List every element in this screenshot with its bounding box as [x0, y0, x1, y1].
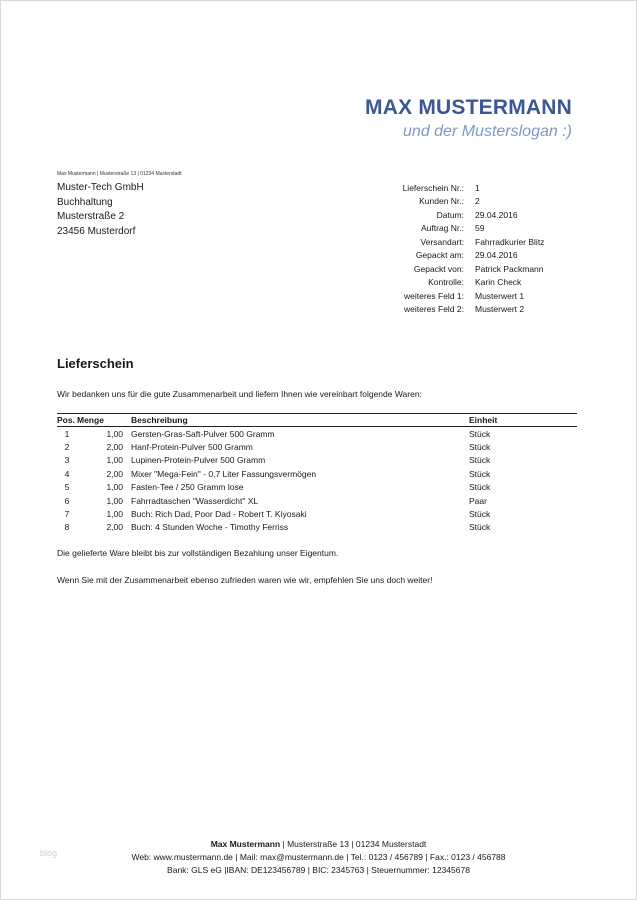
table-row	[57, 440, 577, 453]
cell-unit: Stück	[469, 468, 491, 479]
footer-address: | Musterstraße 13 | 01234 Musterstadt	[280, 839, 427, 849]
meta-value: 2	[475, 196, 480, 207]
cell-unit: Stück	[469, 428, 491, 439]
cell-qty: 1,00	[106, 509, 123, 520]
meta-row	[360, 222, 544, 236]
header-desc: Beschreibung	[131, 414, 469, 427]
cell-desc: Lupinen-Protein-Pulver 500 Gramm	[131, 455, 266, 466]
meta-row	[360, 181, 544, 195]
meta-value: Patrick Packmann	[475, 263, 544, 274]
cell-qty: 2,00	[106, 468, 123, 479]
meta-row	[360, 195, 544, 209]
footer-line-1	[0, 838, 637, 851]
cell-pos: 1	[64, 428, 70, 439]
meta-value: Fahrradkurier Blitz	[475, 236, 545, 247]
meta-label: Gepackt von:	[413, 263, 464, 274]
cell-pos: 6	[64, 495, 70, 506]
cell-desc: Fahrradtaschen "Wasserdicht" XL	[131, 495, 259, 506]
cell-pos: 4	[64, 468, 70, 479]
watermark: blog	[40, 848, 58, 858]
meta-row	[360, 303, 544, 317]
recipient-company: Muster-Tech GmbH	[57, 182, 144, 193]
table-row	[57, 521, 577, 534]
table-row	[57, 467, 577, 480]
footer-line-3: Bank: GLS eG |IBAN: DE123456789 | BIC: 2345763 | Steuernummer: 12345678	[167, 865, 470, 875]
recipient-street: Musterstraße 2	[57, 211, 125, 222]
meta-label: Kunden Nr.:	[419, 196, 464, 207]
cell-qty: 2,00	[106, 442, 123, 453]
meta-value: Musterwert 2	[475, 304, 525, 315]
delivery-meta-block	[360, 181, 544, 316]
meta-label: Datum:	[436, 209, 464, 220]
meta-label: Lieferschein Nr.:	[402, 182, 464, 193]
recipient-city: 23456 Musterdorf	[57, 225, 136, 237]
recipient-department: Buchhaltung	[57, 196, 113, 208]
meta-label: Gepackt am:	[415, 250, 464, 261]
cell-desc: Gersten-Gras-Saft-Pulver 500 Gramm	[131, 428, 275, 439]
header-unit: Einheit	[469, 414, 577, 427]
cell-desc: Mixer "Mega-Fein" - 0,7 Liter Fassungsvermögen	[131, 468, 317, 479]
meta-value: 29.04.2016	[475, 209, 518, 220]
cell-desc: Buch: 4 Stunden Woche - Timothy Ferriss	[131, 522, 289, 533]
cell-unit: Paar	[469, 495, 487, 506]
footer	[0, 838, 637, 877]
cell-pos: 3	[64, 455, 70, 466]
brand-name: MAX MUSTERMANN	[365, 96, 572, 119]
cell-desc: Fasten-Tee / 250 Gramm lose	[131, 482, 244, 493]
table-row	[57, 427, 577, 441]
items-table	[57, 413, 577, 534]
table-row	[57, 494, 577, 507]
table-row	[57, 454, 577, 467]
meta-label: Kontrolle:	[428, 277, 464, 288]
recommendation-note: Wenn Sie mit der Zusammenarbeit ebenso zufrieden waren wie wir, empfehlen Sie uns doch weiter!	[57, 575, 433, 585]
cell-unit: Stück	[469, 442, 491, 453]
meta-label: weiteres Feld 1:	[404, 290, 464, 301]
meta-row	[360, 262, 544, 276]
intro-text: Wir bedanken uns für die gute Zusammenarbeit und liefern Ihnen wie vereinbart folgende Waren:	[57, 389, 422, 399]
footer-name: Max Mustermann	[210, 839, 281, 849]
meta-row	[360, 208, 544, 222]
cell-unit: Stück	[469, 509, 491, 520]
meta-row	[360, 276, 544, 290]
header-pos: Pos.	[57, 414, 77, 427]
meta-label: Versandart:	[420, 236, 464, 247]
cell-qty: 1,00	[106, 482, 123, 493]
table-header-row	[57, 414, 577, 427]
meta-value: Karin Check	[475, 277, 522, 288]
cell-desc: Hanf-Protein-Pulver 500 Gramm	[131, 442, 253, 453]
meta-row	[360, 249, 544, 263]
cell-qty: 1,00	[106, 428, 123, 439]
ownership-note: Die gelieferte Ware bleibt bis zur vollständigen Bezahlung unser Eigentum.	[57, 548, 339, 558]
document-title: Lieferschein	[57, 356, 134, 371]
meta-label: Auftrag Nr.:	[421, 223, 464, 234]
cell-qty: 1,00	[106, 495, 123, 506]
cell-unit: Stück	[469, 482, 491, 493]
meta-value: Musterwert 1	[475, 290, 525, 301]
meta-value: 29.04.2016	[475, 250, 518, 261]
footer-line-2: Web: www.mustermann.de | Mail: max@mustermann.de | Tel.: 0123 / 456789 | Fax.: 0123 / 456788	[131, 852, 506, 862]
cell-pos: 7	[64, 509, 70, 520]
meta-label: weiteres Feld 2:	[404, 304, 464, 315]
cell-desc: Buch: Rich Dad, Poor Dad - Robert T. Kiyosaki	[131, 509, 307, 520]
table-row	[57, 507, 577, 520]
cell-pos: 2	[64, 442, 70, 453]
table-row	[57, 481, 577, 494]
brand-slogan: und der Musterslogan :)	[403, 123, 572, 140]
sender-address-line: Max Mustermann | Musterstraße 13 | 01234 Musterstadt	[57, 171, 182, 177]
cell-pos: 5	[64, 482, 70, 493]
cell-unit: Stück	[469, 455, 491, 466]
meta-value: 1	[475, 182, 480, 193]
cell-pos: 8	[64, 522, 70, 533]
cell-qty: 1,00	[106, 455, 123, 466]
recipient-address	[57, 181, 144, 239]
header-qty: Menge	[77, 414, 131, 427]
meta-row	[360, 235, 544, 249]
meta-value: 59	[475, 223, 485, 234]
cell-unit: Stück	[469, 522, 491, 533]
cell-qty: 2,00	[106, 522, 123, 533]
meta-row	[360, 289, 544, 303]
